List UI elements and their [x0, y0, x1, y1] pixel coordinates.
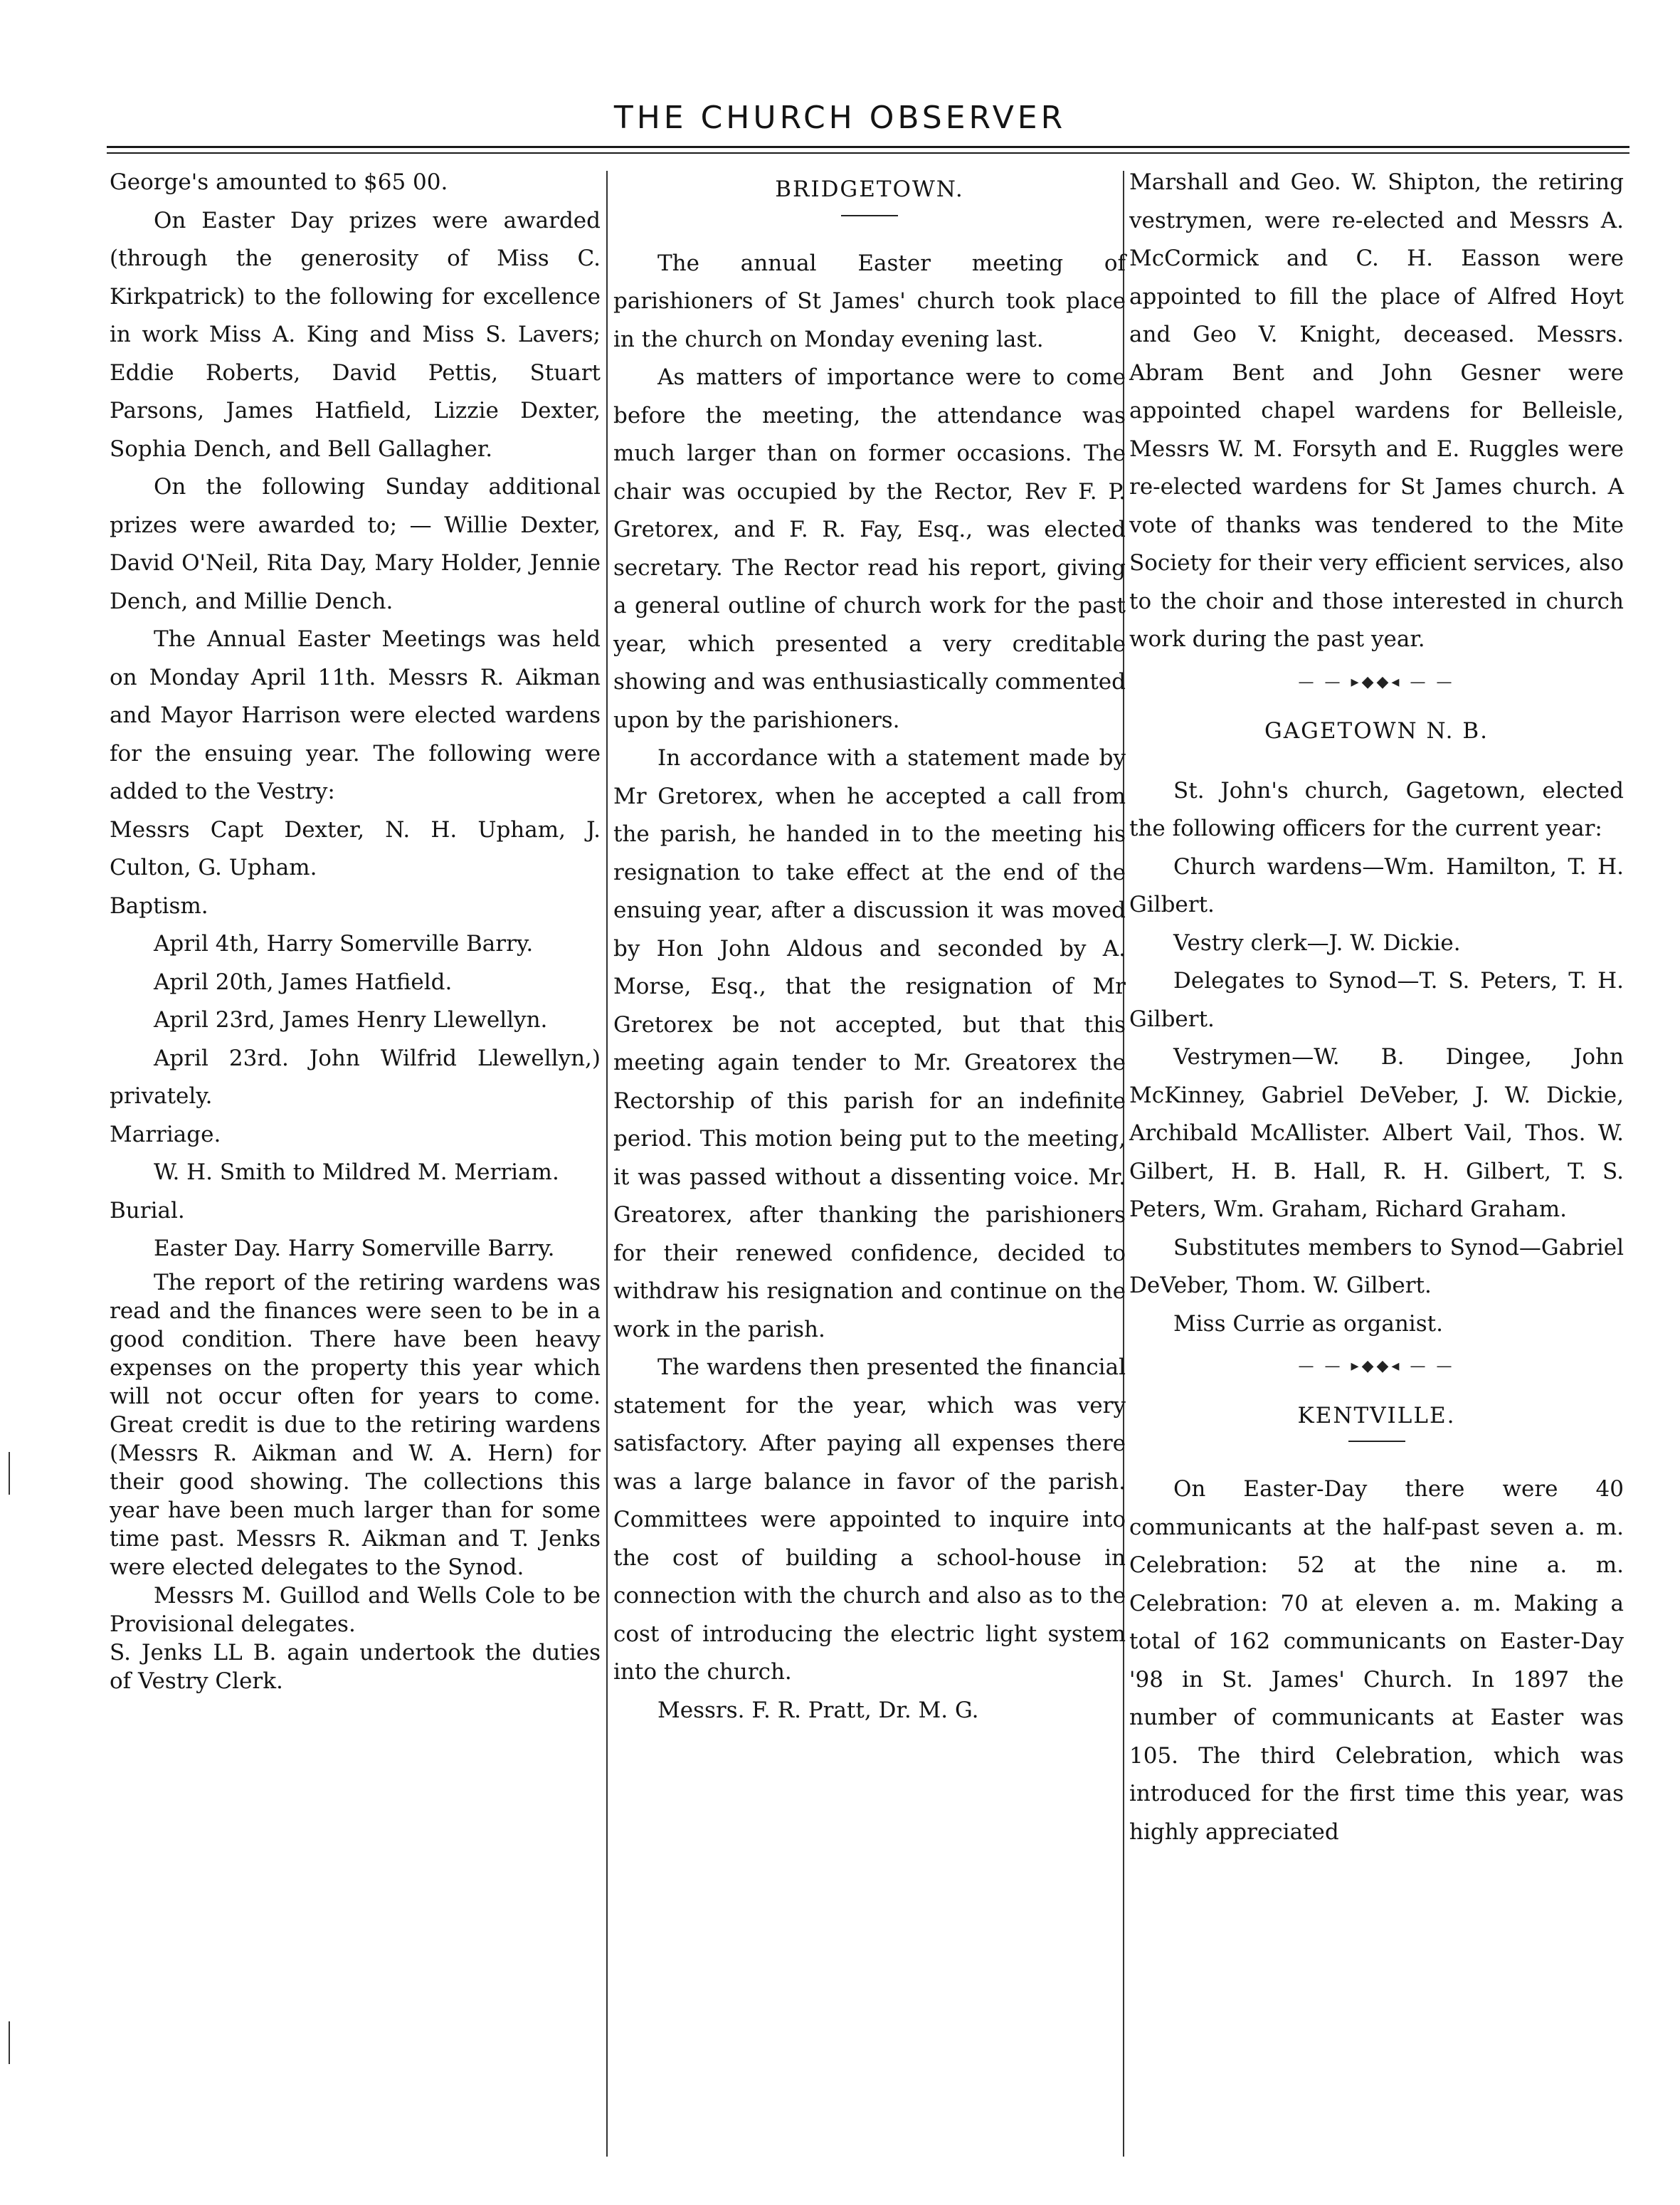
section-label: Burial. [110, 1197, 185, 1223]
heading-rule [1348, 1441, 1405, 1442]
paragraph: The wardens then presented the financial statement for the year, which was very satisfactory. After paying all expenses there was a large balance in favor of the parish. Committees were appointed to inquire into the cost of building a school-house in connection with the church and also as to the cost of introducing the electric light system into the church. [613, 1354, 1126, 1685]
paragraph: Messrs Capt Dexter, N. H. Upham, J. Culton, G. Upham. [110, 816, 601, 880]
paragraph: In accordance with a statement made by Mr Gretorex, when he accepted a call from the parish, he handed in to the meeting his resignation to take effect at the end of the ensuing year, after a discussion it was moved by Hon John Aldous and seconded by A. Morse, Esq., that the resignation of Mr Gretorex be not accepted, but that this meeting again tender to Mr. Greatorex the Rectorship of this parish for an indefinite period. This motion being put to the meeting, it was passed without a dissenting voice. Mr. Greatorex, after thanking the parishioners for their renewed confidence, decided to withdraw his resignation and continue on the work in the parish. [613, 745, 1126, 1342]
column-divider [606, 171, 608, 2157]
paragraph: On Easter Day prizes were awarded (through the generosity of Miss C. Kirkpatrick) to the following for excellence in work Miss A. King and Miss S. Lavers; Eddie Roberts, David Pettis, Stuart Parsons, James Hatfield, Lizzie Dexter, Sophia Dench, and Bell Gallagher. [110, 207, 601, 462]
paragraph: Vestry clerk—J. W. Dickie. [1173, 930, 1461, 956]
paragraph: Substitutes members to Synod—Gabriel DeVeber, Thom. W. Gilbert. [1129, 1234, 1624, 1298]
paragraph: On Easter-Day there were 40 communicants at the half-past seven a. m. Celebration: 52 at the nine a. m. Celebration: 70 at eleven a. m. Making a total of 162 communicants on Easter-Day '98 in St. James' Church. In 1897 the number of communicants at Easter was 105. The third Celebration, which was introduced for the first time this year, was highly appreciated [1129, 1476, 1624, 1845]
column-1 [110, 164, 601, 1695]
paragraph: The Annual Easter Meetings was held on Monday April 11th. Messrs R. Aikman and Mayor Harrison were elected wardens for the ensuing year. The following were added to the Vestry: [110, 626, 601, 804]
paragraph: The annual Easter meeting of parishioners of St James' church took place in the church on Monday evening last. [613, 250, 1126, 352]
paragraph: April 23rd. John Wilfrid Llewellyn,) privately. [110, 1045, 601, 1109]
paragraph: W. H. Smith to Mildred M. Merriam. [154, 1159, 559, 1185]
paragraph: April 4th, Harry Somerville Barry. [154, 931, 534, 957]
masthead-rule [107, 146, 1629, 148]
column-2 [613, 164, 1126, 1730]
paragraph: S. Jenks LL B. again undertook the duties of Vestry Clerk. [110, 1639, 601, 1694]
paragraph: As matters of importance were to come before the meeting, the attendance was much larger than on former occasions. The chair was occupied by the Rector, Rev F. P. Gretorex, and F. R. Fay, Esq., was elected secretary. The Rector read his report, giving a general outline of church work for the past year, which presented a very creditable showing and was enthusiastically commented upon by the parishioners. [613, 364, 1126, 733]
masthead-rule-thin [107, 152, 1629, 154]
paragraph: St. John's church, Gagetown, elected the following officers for the current year: [1129, 777, 1624, 841]
column-3 [1129, 164, 1624, 1851]
paragraph: Easter Day. Harry Somerville Barry. [154, 1236, 555, 1261]
masthead: THE CHURCH OBSERVER [613, 100, 1067, 136]
paragraph: Vestrymen—W. B. Dingee, John McKinney, Gabriel DeVeber, J. W. Dickie, Archibald McAllister. Albert Vail, Thos. W. Gilbert, H. B. Hall, R. H. Gilbert, T. S. Peters, Wm. Graham, Richard Graham. [1129, 1044, 1624, 1222]
paragraph: Church wardens—Wm. Hamilton, T. H. Gilbert. [1129, 853, 1624, 917]
paragraph: George's amounted to $65 00. [110, 169, 448, 195]
section-label: Baptism. [110, 893, 208, 919]
section-label: Marriage. [110, 1121, 221, 1147]
paragraph: Messrs. F. R. Pratt, Dr. M. G. [657, 1697, 979, 1723]
paragraph: April 23rd, James Henry Llewellyn. [154, 1007, 548, 1033]
paragraph: The report of the retiring wardens was read and the finances were seen to be in a good condition. There have been heavy expenses on the property this year which will not occur often for years to come. Great credit is due to the retiring wardens (Messrs R. Aikman and W. A. Hern) for their good showing. The collections this year have been much larger than for some time past. Messrs R. Aikman and T. Jenks were elected delegates to the Synod. [110, 1269, 601, 1580]
paragraph: Marshall and Geo. W. Shipton, the retiring vestrymen, were re-elected and Messrs A. McCormick and C. H. Easson were appointed to fill the place of Alfred Hoyt and Geo V. Knight, deceased. Messrs. Abram Bent and John Gesner were appointed chapel wardens for Belleisle, Messrs W. M. Forsyth and E. Ruggles were re-elected wardens for St James church. A vote of thanks was tendered to the Mite Society for their very efficient services, also to the choir and those interested in church work during the past year. [1129, 169, 1624, 652]
paragraph: Miss Currie as organist. [1173, 1310, 1443, 1337]
section-heading: GAGETOWN N. B. [1264, 718, 1489, 744]
paragraph: On the following Sunday additional prizes were awarded to; — Willie Dexter, David O'Neil, Rita Day, Mary Holder, Jennie Dench, and Millie Dench. [110, 474, 601, 614]
section-heading: KENTVILLE. [1297, 1402, 1456, 1428]
section-heading: BRIDGETOWN. [775, 177, 964, 202]
paragraph: Delegates to Synod—T. S. Peters, T. H. Gilbert. [1129, 968, 1624, 1032]
paragraph: April 20th, James Hatfield. [154, 969, 453, 995]
ornament-divider: — — ▸◆◆◂ — — [1298, 673, 1455, 691]
ornament-divider: — — ▸◆◆◂ — — [1298, 1357, 1455, 1375]
heading-rule [841, 215, 898, 216]
paragraph: Messrs M. Guillod and Wells Cole to be Provisional delegates. [110, 1582, 601, 1637]
margin-mark [9, 1452, 10, 1495]
margin-mark [9, 2021, 10, 2064]
